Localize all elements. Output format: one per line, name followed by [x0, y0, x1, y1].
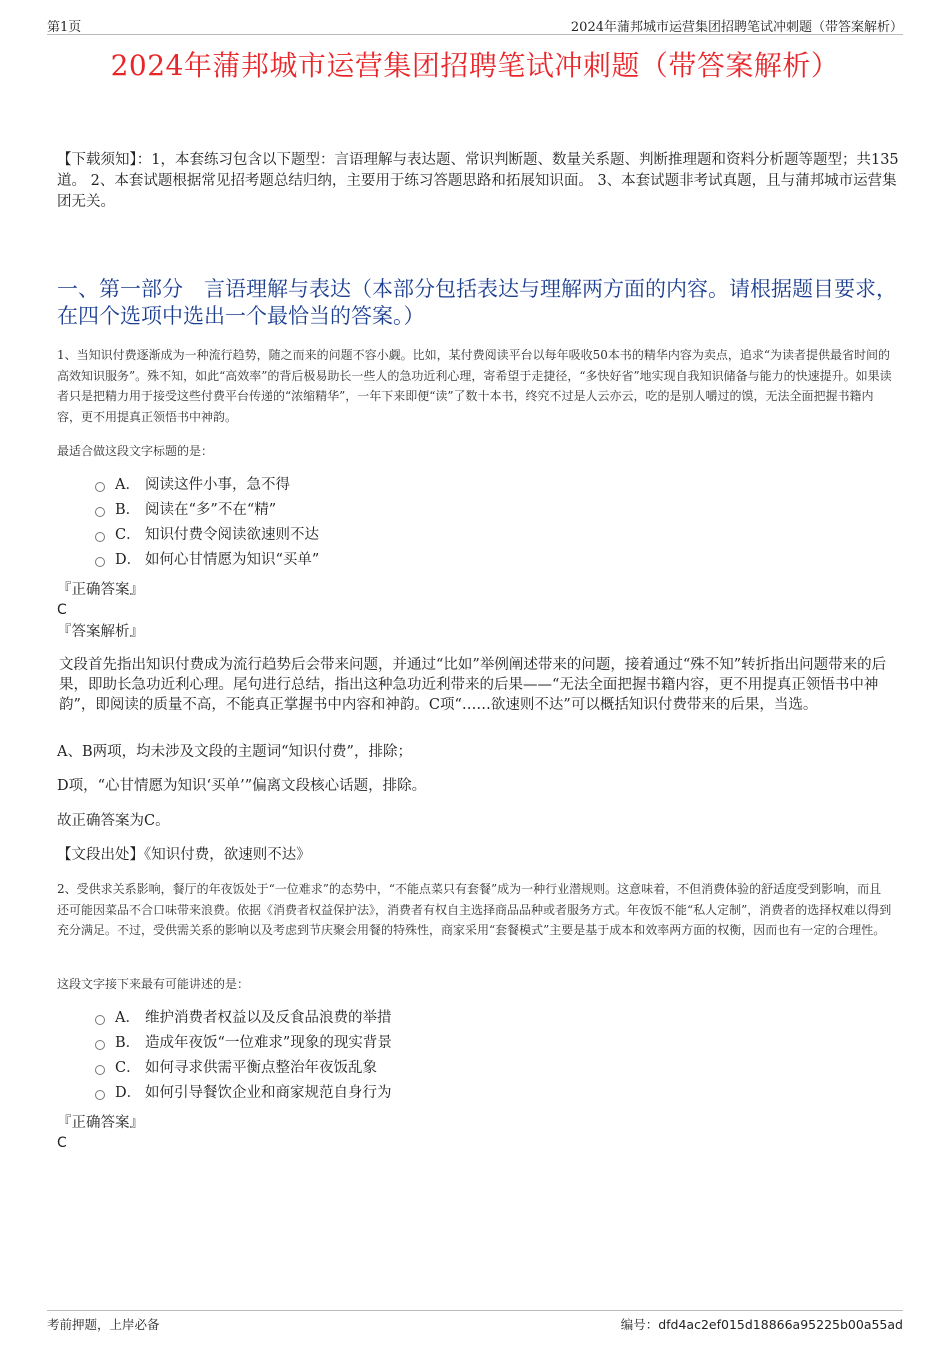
header-doc-title: 2024年蒲邦城市运营集团招聘笔试冲刺题（带答案解析） [570, 20, 903, 35]
analysis-text: 文段首先指出知识付费成为流行趋势后会带来问题，并通过“比如”举例阐述带来的问题，接着通过“殊不知”转折指出问题带来的后果，即助长急功近利心理。尾句进行总结，指出这种急功近利带来的后果——“无法全面把握书籍内容，更不用提真正领悟书中神韵”，即阅读的质量不高，不能真正掌握书中内容和神韵。C项“……欲速则不达”可以概括知识付费带来的后果，当选。 [59, 657, 887, 713]
footer-slogan: 考前押题，上岸必备 [47, 1317, 160, 1332]
radio-icon[interactable] [95, 557, 105, 567]
radio-icon[interactable] [95, 1040, 105, 1050]
page-number: 第1页 [47, 20, 82, 35]
radio-icon[interactable] [95, 507, 105, 517]
radio-icon[interactable] [95, 532, 105, 542]
question-1-stem: 1、当知识付费逐渐成为一种流行趋势，随之而来的问题不容小觑。比如，某付费阅读平台以每年吸收50本书的精华内容为卖点，追求“为读者提供最省时间的高效知识服务”。殊不知，如此“高效率”的背后极易助长一些人的急功近利心理，寄希望于走捷径，“多快好省”地实现自我知识储备与能力的快速提升。如果读者只是把精力用于接受这些付费平台传递的“浓缩精华”，一年下来即便“读”了数十本书，终究不过是人云亦云，吃的是别人嚼过的馍，无法全面把握书籍内容，更不用提真正领悟书中神韵。 [57, 348, 892, 424]
page-footer [47, 1310, 903, 1332]
question-1-prompt: 最适合做这段文字标题的是： [57, 444, 214, 458]
analysis-conclusion: 故正确答案为C。 [57, 813, 170, 829]
analysis-note-d: D项，“心甘情愿为知识‘买单’”偏离文段核心话题，排除。 [57, 778, 427, 794]
page-header [47, 14, 903, 35]
correct-answer-value: C [57, 1135, 67, 1151]
radio-icon[interactable] [95, 1015, 105, 1025]
document-title: 2024年蒲邦城市运营集团招聘笔试冲刺题（带答案解析） [110, 49, 840, 82]
text-source: 【文段出处】《知识付费，欲速则不达》 [57, 847, 311, 863]
question-2-prompt: 这段文字接下来最有可能讲述的是： [57, 977, 250, 991]
radio-icon[interactable] [95, 1090, 105, 1100]
section-heading: 一、第一部分 言语理解与表达（本部分包括表达与理解两方面的内容。请根据题目要求，在四个选项中选出一个最恰当的答案。） [57, 277, 897, 328]
correct-answer-label: 『正确答案』 [57, 582, 144, 598]
correct-answer-value: C [57, 602, 67, 618]
correct-answer-label: 『正确答案』 [57, 1115, 144, 1131]
analysis-label: 『答案解析』 [57, 624, 144, 640]
analysis-note-ab: A、B两项，均未涉及文段的主题词“知识付费”，排除； [57, 744, 412, 760]
question-2-stem: 2、受供求关系影响，餐厅的年夜饭处于“一位难求”的态势中，“不能点菜只有套餐”成为一种行业潜规则。这意味着，不但消费体验的舒适度受到影响，而且还可能因菜品不合口味带来浪费。依据《消费者权益保护法》，消费者有权自主选择商品品种或者服务方式。年夜饭不能“私人定制”，消费者的选择权难以得到充分满足。不过，受供需关系的影响以及考虑到节庆聚会用餐的特殊性，商家采用“套餐模式”主要是基于成本和效率两方面的权衡，因而也有一定的合理性。 [57, 882, 892, 937]
download-notice: 【下载须知】：1，本套练习包含以下题型：言语理解与表达题、常识判断题、数量关系题、判断推理题和资料分析题等题型；共135道。 2、本套试题根据常见招考题总结归纳，主要用于练习答题思路和拓展知识面。 3、本套试题非考试真题，且与蒲邦城市运营集团无关。 [57, 152, 899, 210]
document-code: 编号：dfd4ac2ef015d18866a95225b00a55ad [620, 1317, 903, 1332]
radio-icon[interactable] [95, 1065, 105, 1075]
radio-icon[interactable] [95, 482, 105, 492]
